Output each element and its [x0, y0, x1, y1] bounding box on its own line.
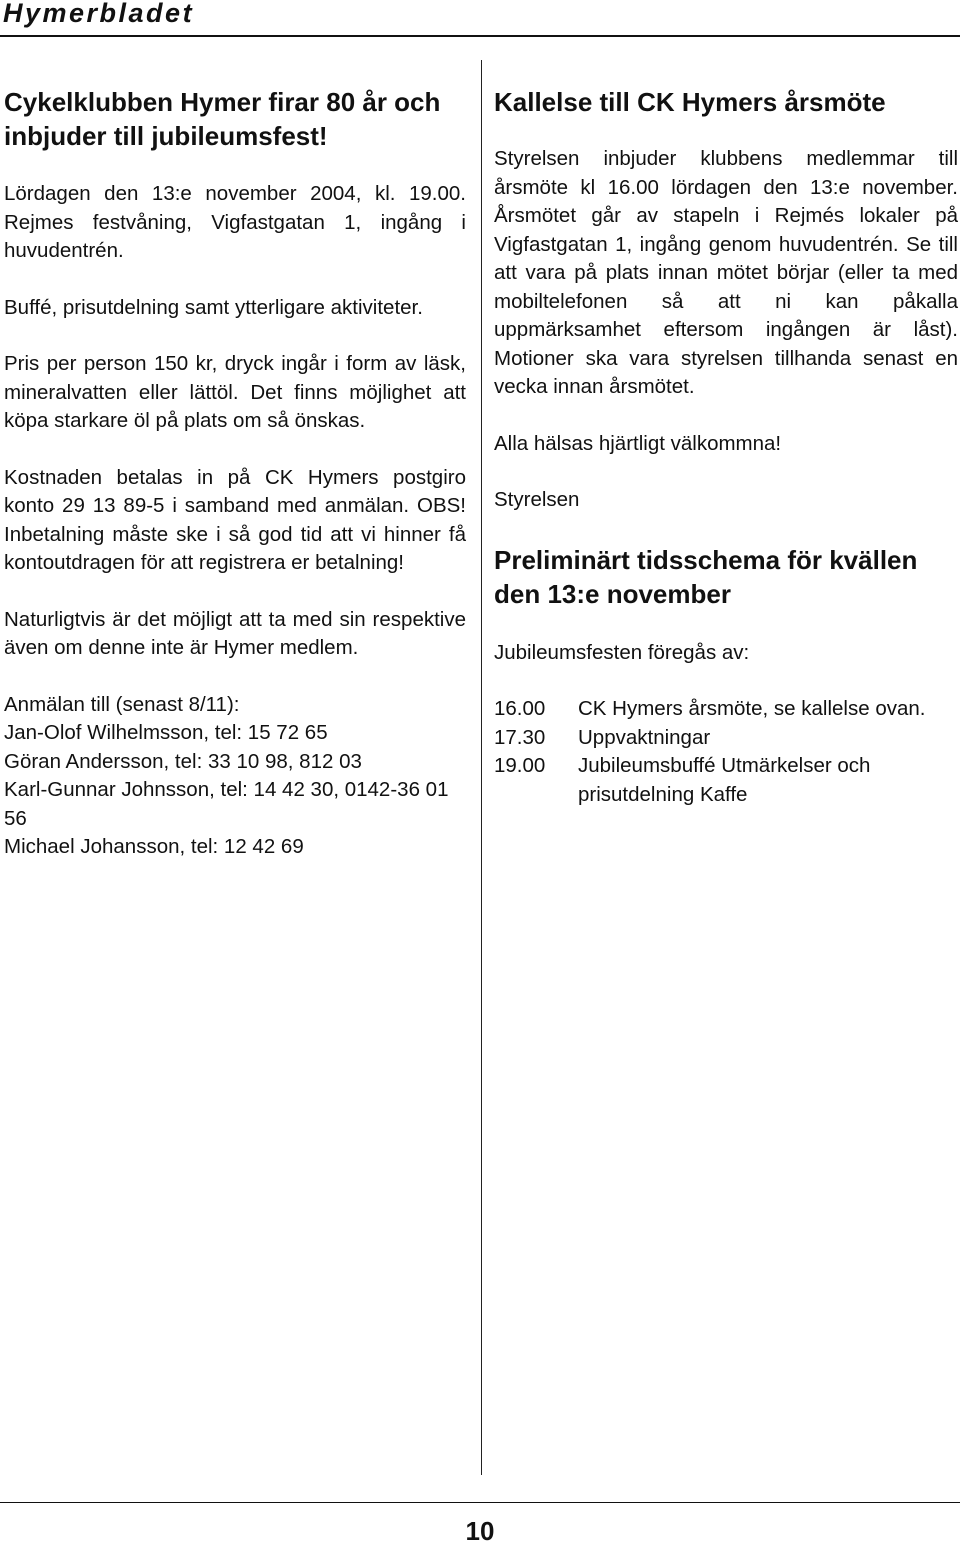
- contact-line: Michael Johansson, tel: 12 42 69: [4, 835, 304, 858]
- publication-title: Hymerbladet: [3, 0, 195, 28]
- right-column: [494, 85, 958, 809]
- schedule-row: [494, 695, 958, 724]
- contact-line: Göran Andersson, tel: 33 10 98, 812 03: [4, 749, 362, 773]
- welcome-text: Alla hälsas hjärtligt välkommna!: [494, 431, 782, 455]
- schedule-list: [494, 695, 958, 809]
- header-rule: [0, 35, 960, 37]
- schedule-desc: CK Hymers årsmöte, se kallelse ovan.: [578, 697, 926, 720]
- payment-paragraph: Kostnaden betalas in på CK Hymers postgiro konto 29 13 89-5 i samband med anmälan. OBS! Inbetalning måste ske i så god tid att vi hinner få kontoutdragen för att registrera er betalning!: [4, 465, 466, 574]
- contact-line: Karl-Gunnar Johnsson, tel: 14 42 30, 0142-36 01 56: [4, 778, 449, 830]
- registration-block: [4, 691, 466, 862]
- program-paragraph: Buffé, prisutdelning samt ytterligare aktiviteter.: [4, 295, 423, 319]
- contact-line: Jan-Olof Wilhelmsson, tel: 15 72 65: [4, 721, 328, 744]
- schedule-desc: Uppvaktningar: [578, 725, 711, 749]
- schedule-row: [494, 724, 958, 753]
- meeting-heading: Kallelse till CK Hymers årsmöte: [494, 87, 886, 117]
- meeting-paragraph: Styrelsen inbjuder klubbens medlemmar till årsmöte kl 16.00 lördagen den 13:e november. Årsmötet går av stapeln i Rejmés lokaler på Vigfastgatan 1, ingång genom huvudentrén. Se till att vara på plats innan mötet börjar (eller ta med mobiltelefonen så att ni kan påkalla uppmärksamhet eftersom ingången är låst). Motioner ska vara styrelsen tillhanda senast en vecka innan årsmötet.: [494, 147, 958, 398]
- schedule-time: 16.00: [494, 697, 546, 720]
- footer-rule: [0, 1502, 960, 1503]
- signature: Styrelsen: [494, 488, 580, 511]
- guests-paragraph: Naturligtvis är det möjligt att ta med sin respektive även om denne inte är Hymer medlem.: [4, 607, 466, 659]
- schedule-heading: Preliminärt tidsschema för kvällen den 13:e november: [494, 544, 918, 609]
- column-divider: [481, 60, 482, 1475]
- schedule-intro: Jubileumsfesten föregås av:: [494, 640, 750, 664]
- price-paragraph: Pris per person 150 kr, dryck ingår i form av läsk, mineralvatten eller lättöl. Det finns möjlighet att köpa starkare öl på plats om så önskas.: [4, 352, 466, 432]
- registration-intro: Anmälan till (senast 8/11):: [4, 692, 240, 716]
- schedule-desc: Jubileumsbuffé Utmärkelser och prisutdelning Kaffe: [578, 754, 871, 806]
- schedule-time: 17.30: [494, 725, 546, 749]
- jubilee-heading: Cykelklubben Hymer firar 80 år och inbjuder till jubileumsfest!: [4, 87, 441, 151]
- date-place-paragraph: Lördagen den 13:e november 2004, kl. 19.00. Rejmes festvåning, Vigfastgatan 1, ingång i huvudentrén.: [4, 182, 466, 262]
- schedule-row: [494, 752, 958, 809]
- left-column: [4, 85, 466, 862]
- schedule-time: 19.00: [494, 754, 546, 777]
- page-number: 10: [465, 1516, 495, 1546]
